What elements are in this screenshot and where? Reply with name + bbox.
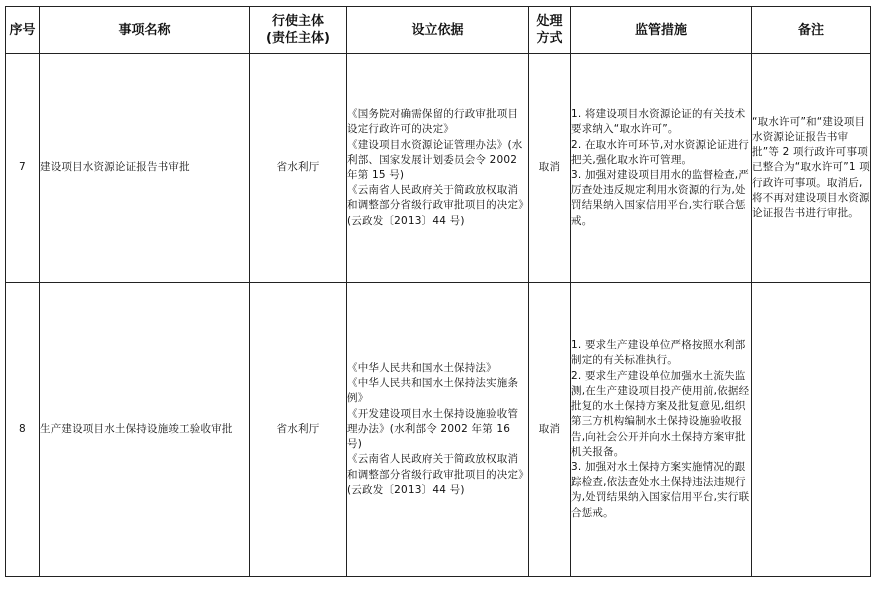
header-item-name: 事项名称 bbox=[40, 7, 250, 54]
approval-items-table bbox=[5, 6, 871, 577]
header-basis: 设立依据 bbox=[347, 7, 529, 54]
row-method: 取消 bbox=[529, 283, 571, 577]
row-subject: 省水利厅 bbox=[250, 283, 347, 577]
header-subject: 行使主体 (责任主体) bbox=[250, 7, 347, 54]
header-note: 备注 bbox=[752, 7, 871, 54]
row-item-name: 建设项目水资源论证报告书审批 bbox=[40, 54, 250, 283]
row-measures: 1. 将建设项目水资源论证的有关技术要求纳入“取水许可”。 2. 在取水许可环节,对水资源论证进行把关,强化取水许可管理。 3. 加强对建设项目用水的监督检查,严厉查处违反规定利用水资源的行为,处罚结果纳入国家信用平台,实行联合惩戒。 bbox=[571, 54, 752, 283]
table-row bbox=[6, 54, 871, 283]
row-note bbox=[752, 283, 871, 577]
header-seq: 序号 bbox=[6, 7, 40, 54]
row-item-name: 生产建设项目水土保持设施竣工验收审批 bbox=[40, 283, 250, 577]
table-row bbox=[6, 283, 871, 577]
row-basis: 《中华人民共和国水土保持法》 《中华人民共和国水土保持法实施条例》 《开发建设项目水土保持设施验收管理办法》(水利部令 2002 年第 16 号) 《云南省人民政府关于简政放权取消和调整部分省级行政审批项目的决定》(云政发〔2013〕44 号) bbox=[347, 283, 529, 577]
row-note: “取水许可”和“建设项目水资源论证报告书审批”等 2 项行政许可事项已整合为“取水许可”1 项行政许可事项。取消后,将不再对建设项目水资源论证报告书进行审批。 bbox=[752, 54, 871, 283]
row-measures: 1. 要求生产建设单位严格按照水利部制定的有关标准执行。 2. 要求生产建设单位加强水土流失监测,在生产建设项目投产使用前,依据经批复的水土保持方案及批复意见,组织第三方机构编制水土保持设施验收报告,向社会公开并向水土保持方案审批机关报备。 3. 加强对水土保持方案实施情况的跟踪检查,依法查处水土保持违法违规行为,处罚结果纳入国家信用平台,实行联合惩戒。 bbox=[571, 283, 752, 577]
header-method: 处理 方式 bbox=[529, 7, 571, 54]
row-seq: 7 bbox=[6, 54, 40, 283]
table-header-row bbox=[6, 7, 871, 54]
header-measures: 监管措施 bbox=[571, 7, 752, 54]
row-subject: 省水利厅 bbox=[250, 54, 347, 283]
row-basis: 《国务院对确需保留的行政审批项目设定行政许可的决定》 《建设项目水资源论证管理办法》(水利部、国家发展计划委员会令 2002 年第 15 号) 《云南省人民政府关于简政放权取消和调整部分省级行政审批项目的决定》(云政发〔2013〕44 号) bbox=[347, 54, 529, 283]
row-method: 取消 bbox=[529, 54, 571, 283]
row-seq: 8 bbox=[6, 283, 40, 577]
